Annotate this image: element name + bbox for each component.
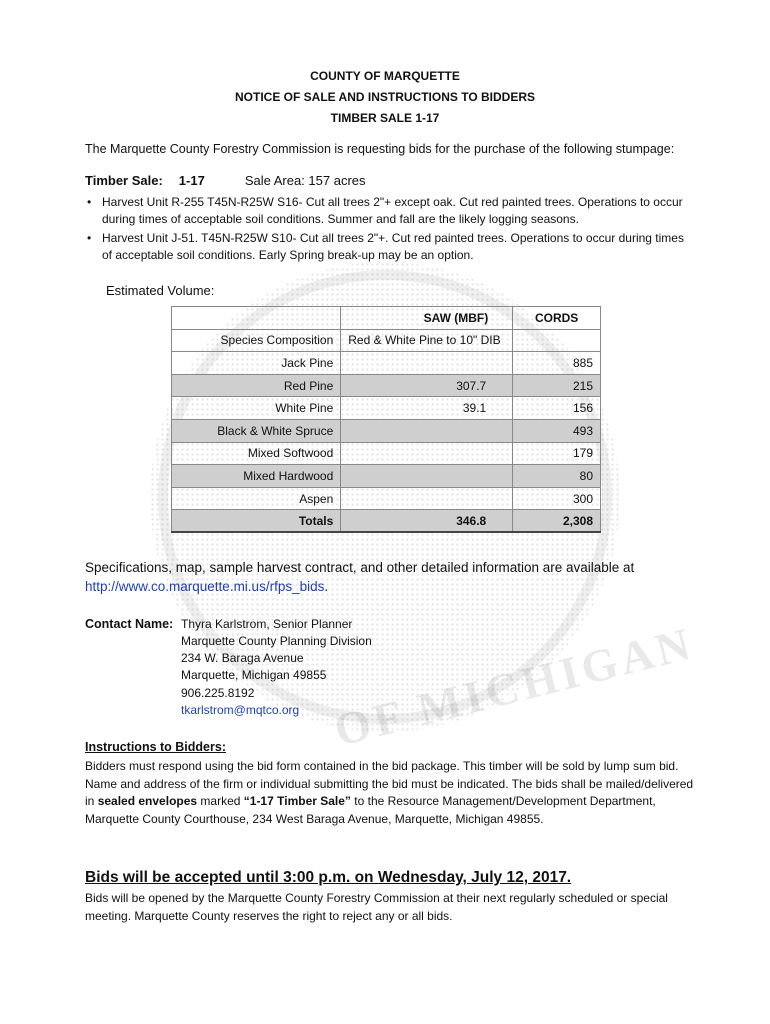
col-cords-header: CORDS — [513, 307, 601, 330]
saw-cell — [341, 465, 513, 488]
specs-period: . — [324, 579, 329, 594]
list-item — [85, 230, 685, 264]
sale-info-line — [85, 173, 366, 188]
species-cell: Black & White Spruce — [172, 419, 341, 442]
contact-phone: 906.225.8192 — [181, 685, 255, 700]
table-row — [172, 465, 601, 488]
table-row — [172, 352, 601, 375]
instructions-part1: Bidders must respond using the bid form contained in the bid package. This timber will be sold by lump sum bid. Name and address of the firm or individual submitting the bid must be indicated. The bids shall be mailed/delivered in — [85, 759, 694, 809]
cords-cell: 885 — [513, 352, 601, 375]
instructions-part2: marked — [197, 794, 244, 809]
table-subheader-row — [172, 329, 601, 352]
rfps-bids-link[interactable]: http://www.co.marquette.mi.us/rfps_bids — [85, 579, 325, 594]
saw-subheader: Red & White Pine to 10" DIB — [341, 329, 513, 352]
list-item — [85, 194, 685, 228]
contact-city: Marquette, Michigan 49855 — [181, 668, 327, 683]
seal-watermark-text: OF MICHIGAN — [329, 617, 699, 756]
cords-cell: 80 — [513, 465, 601, 488]
specs-text: Specifications, map, sample harvest contract, and other detailed information are available at — [85, 560, 635, 575]
timber-sale-mark: “1-17 Timber Sale” — [243, 794, 351, 809]
totals-label: Totals — [172, 510, 341, 533]
species-cell: Mixed Softwood — [172, 442, 341, 465]
cords-cell: 156 — [513, 397, 601, 420]
col-saw-header: SAW (MBF) — [341, 307, 513, 330]
closing-paragraph: Bids will be opened by the Marquette County Forestry Commission at their next regularly scheduled or special meeting. Marquette County reserves the right to reject any or all bids. — [85, 891, 668, 923]
species-cell: Jack Pine — [172, 352, 341, 375]
notice-header — [0, 66, 770, 129]
instructions-part3: to the Resource Management/Development Department, Marquette County Courthouse, 234 West Baraga Avenue, Marquette, Michigan 49855. — [85, 794, 656, 826]
species-cell: Red Pine — [172, 374, 341, 397]
sealed-envelopes: sealed envelopes — [97, 794, 198, 809]
estimated-volume-label: Estimated Volume: — [106, 283, 215, 298]
species-cell: Aspen — [172, 487, 341, 510]
cords-cell: 300 — [513, 487, 601, 510]
saw-cell: 307.7 — [341, 374, 513, 397]
contact-email[interactable]: tkarlstrom@mqtco.org — [181, 702, 300, 717]
table-header-row — [172, 307, 601, 330]
header-notice: NOTICE OF SALE AND INSTRUCTIONS TO BIDDERS — [234, 90, 535, 104]
species-cell: White Pine — [172, 397, 341, 420]
saw-cell: 39.1 — [341, 397, 513, 420]
contact-division: Marquette County Planning Division — [181, 634, 372, 648]
contact-name: Thyra Karlstrom, Senior Planner — [181, 617, 353, 631]
bullet-icon: • — [87, 231, 92, 245]
cords-cell: 493 — [513, 419, 601, 442]
instructions-paragraph — [85, 758, 700, 828]
contact-label: Contact Name: — [85, 617, 174, 631]
saw-cell — [341, 442, 513, 465]
bullet-icon: • — [87, 195, 92, 209]
header-sale: TIMBER SALE 1-17 — [330, 111, 440, 125]
contact-block — [85, 616, 372, 717]
saw-cell — [341, 352, 513, 375]
table-row — [172, 487, 601, 510]
sale-area: Sale Area: 157 acres — [244, 173, 366, 188]
unit-text: Harvest Unit J-51. T45N-R25W S10- Cut all trees 2"+. Cut red painted trees. Operations to occur during times of acceptable soil conditions. Early Spring break-up may be an option. — [102, 231, 684, 262]
cords-cell: 179 — [513, 442, 601, 465]
table-row — [172, 374, 601, 397]
species-cell: Mixed Hardwood — [172, 465, 341, 488]
harvest-units-list — [85, 194, 685, 266]
totals-row — [172, 510, 601, 533]
instructions-title — [85, 740, 226, 754]
header-county: COUNTY OF MARQUETTE — [310, 69, 460, 83]
table-row — [172, 397, 601, 420]
unit-text: Harvest Unit R-255 T45N-R25W S16- Cut all trees 2"+ except oak. Cut red painted trees. Operations to occur during times of acceptable soil conditions. Summer and fall are the likely logging seasons. — [102, 195, 683, 226]
cords-cell: 215 — [513, 374, 601, 397]
sale-label: Timber Sale: — [85, 173, 163, 188]
instructions-title-colon: : — [221, 740, 226, 754]
instructions-title-text: Instructions to Bidders — [85, 740, 222, 754]
totals-saw: 346.8 — [341, 510, 513, 533]
species-composition-label: Species Composition — [172, 329, 341, 352]
saw-cell — [341, 487, 513, 510]
contact-street: 234 W. Baraga Avenue — [181, 651, 304, 666]
table-row — [172, 442, 601, 465]
sale-number: 1-17 — [178, 173, 205, 188]
table-row — [172, 419, 601, 442]
specifications-paragraph — [85, 558, 705, 596]
totals-cords: 2,308 — [513, 510, 601, 533]
intro-paragraph: The Marquette County Forestry Commission is requesting bids for the purchase of the following stumpage: — [85, 142, 675, 156]
bid-deadline: Bids will be accepted until 3:00 p.m. on Wednesday, July 12, 2017. — [85, 869, 572, 886]
saw-cell — [341, 419, 513, 442]
volume-table — [171, 306, 601, 533]
